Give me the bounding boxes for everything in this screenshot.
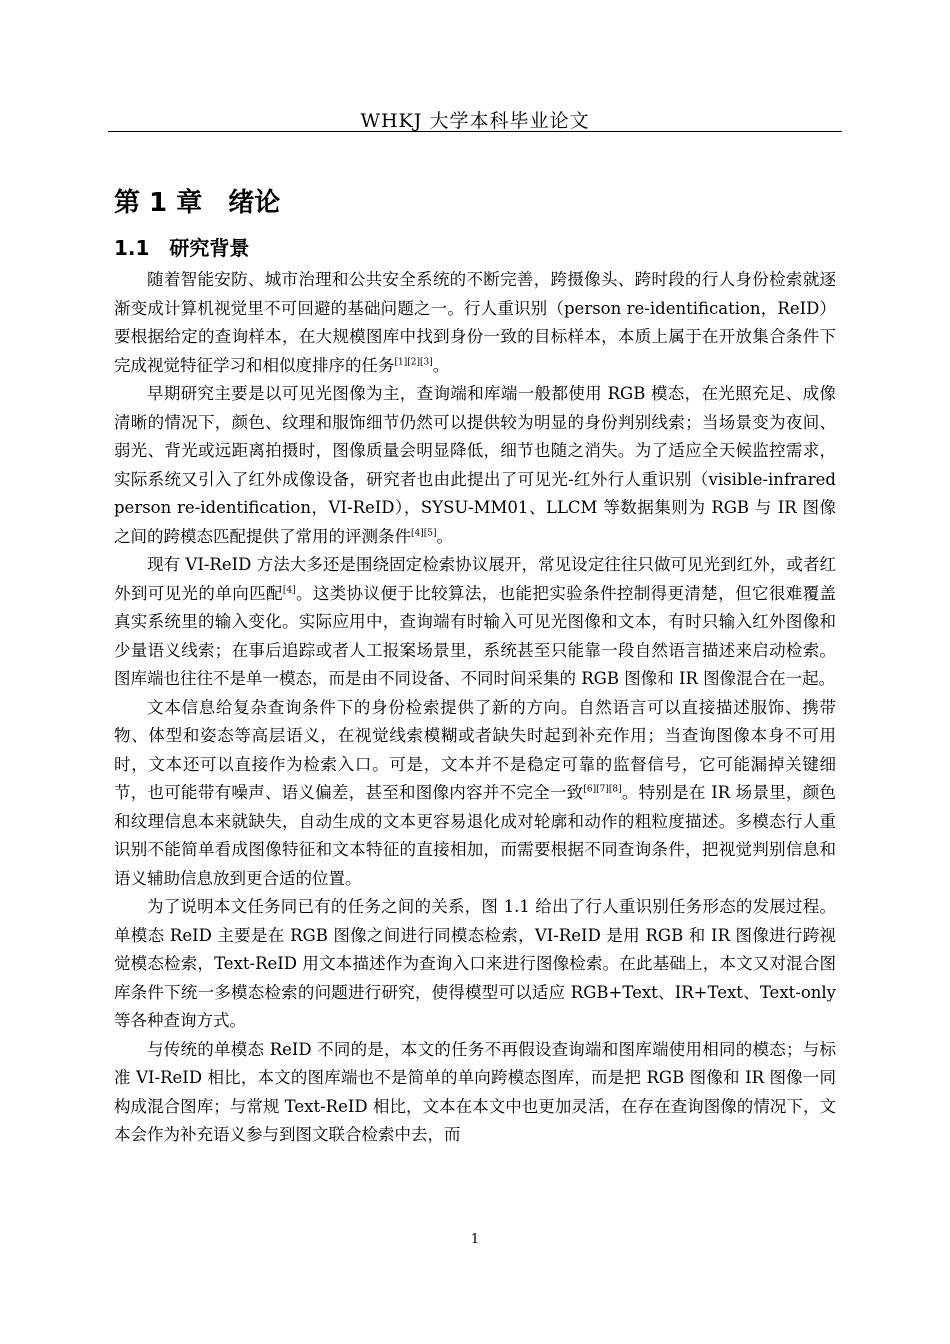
citation: [6][7][8]	[583, 784, 622, 795]
running-header: WHKJ 大学本科毕业论文	[360, 110, 590, 132]
paragraph: 文本信息给复杂查询条件下的身份检索提供了新的方向。自然语言可以直接描述服饰、携带物、体型和姿态等高层语义，在视觉线索模糊或者缺失时起到补充作用；当查询图像本身不可用时，文本还可以直接作为检索入口。可是，文本并不是稳定可靠的监督信号，它可能漏掉关键细节，也可能带有噪声、语义偏差，甚至和图像内容并不完全一致[6][7][8]。特别是在 IR 场景里，颜色和纹理信息本来就缺失，自动生成的文本更容易退化成对轮廓和动作的粗粒度描述。多模态行人重识别不能简单看成图像特征和文本特征的直接相加，而需要根据不同查询条件，把视觉判别信息和语义辅助信息放到更合适的位置。	[114, 697, 836, 888]
section-title: 1.1 研究背景	[114, 236, 250, 260]
page-number: 1	[470, 1232, 480, 1247]
paragraph: 与传统的单模态 ReID 不同的是，本文的任务不再假设查询端和图库端使用相同的模态；与标准 VI-ReID 相比，本文的图库端也不是简单的单向跨模态图库，而是把 RGB 图像和 IR 图像一同构成混合图库；与常规 Text-ReID 相比，文本在本文中也更加灵活，在存在查询图像的情况下，文本会作为补充语义参与到图文联合检索中去，而	[114, 1039, 836, 1144]
citation: [1][2][3]	[394, 357, 433, 367]
citation: [4]	[282, 585, 296, 595]
paragraph: 现有 VI-ReID 方法大多还是围绕固定检索协议展开，常见设定往往只做可见光到红外，或者红外到可见光的单向匹配[4]。这类协议便于比较算法，也能把实验条件控制得更清楚，但它很难覆盖真实系统里的输入变化。实际应用中，查询端有时输入可见光图像和文本，有时只输入红外图像和少量语义线索；在事后追踪或者人工报案场景里，系统甚至只能靠一段自然语言描述来启动检索。图库端也往往不是单一模态，而是由不同设备、不同时间采集的 RGB 图像和 IR 图像混合在一起。	[114, 555, 837, 688]
body-text	[114, 266, 836, 1150]
paragraph: 早期研究主要是以可见光图像为主，查询端和库端一般都使用 RGB 模态，在光照充足、成像清晰的情况下，颜色、纹理和服饰细节仍然可以提供较为明显的身份判别线索；当场景变为夜间、弱光、背光或远距离拍摄时，图像质量会明显降低，细节也随之消失。为了适应全天候监控需求，实际系统又引入了红外成像设备，研究者也由此提出了可见光-红外行人重识别（visible-infrared person re-identification，VI-ReID），SYSU-MM01、LLCM 等数据集则为 RGB 与 IR 图像之间的跨模态匹配提供了常用的评测条件[4][5]。	[114, 384, 836, 546]
paragraph: 随着智能安防、城市治理和公共安全系统的不断完善，跨摄像头、跨时段的行人身份检索就逐渐变成计算机视觉里不可回避的基础问题之一。行人重识别（person re-identification，ReID）要根据给定的查询样本，在大规模图库中找到身份一致的目标样本，本质上属于在开放集合条件下完成视觉特征学习和相似度排序的任务[1][2][3]。	[114, 270, 836, 375]
chapter-title: 第 1 章 绪论	[114, 188, 281, 218]
citation: [4][5]	[411, 528, 437, 538]
header-rule	[108, 131, 842, 132]
paragraph: 为了说明本文任务同已有的任务之间的关系，图 1.1 给出了行人重识别任务形态的发展过程。单模态 ReID 主要是在 RGB 图像之间进行同模态检索，VI-ReID 是用 RGB 和 IR 图像进行跨视觉模态检索，Text-ReID 用文本描述作为查询入口来进行图像检索。在此基础上，本文又对混合图库条件下统一多模态检索的问题进行研究，使得模型可以适应 RGB+Text、IR+Text、Text-only 等各种查询方式。	[114, 897, 836, 1030]
